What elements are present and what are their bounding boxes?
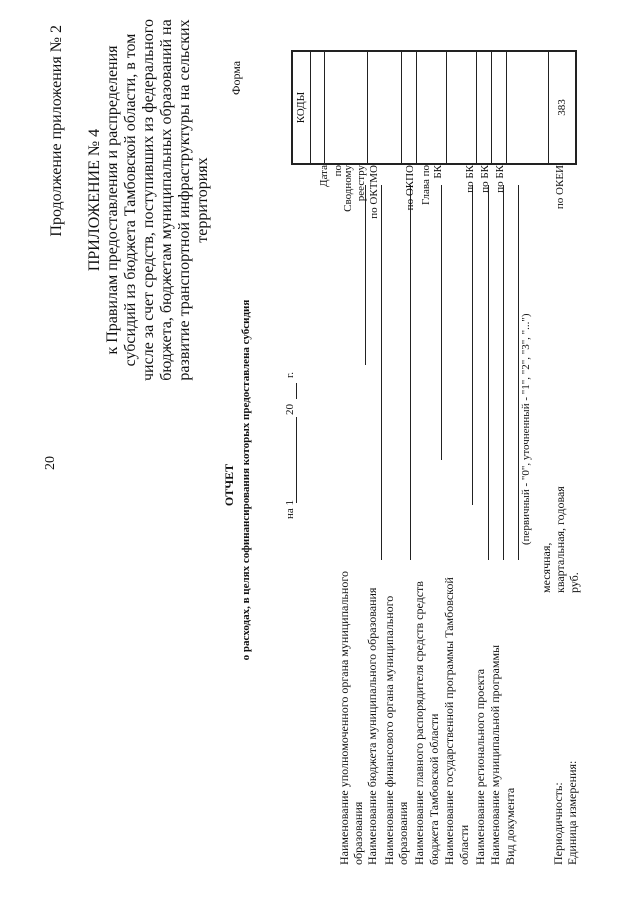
code-label-glava: Глава по: [420, 165, 432, 205]
form-label: Форма: [229, 60, 243, 95]
code-label-oktmo: по ОКТМО: [368, 165, 380, 219]
periodicity-label: Периодичность:: [551, 782, 565, 865]
codes-row-divider: [476, 50, 477, 165]
codes-row-divider: [310, 50, 311, 165]
codes-row-divider: [367, 50, 368, 165]
date-suffix: г.: [284, 371, 296, 378]
okei-value: 383: [556, 99, 568, 116]
field-label: Наименование регионального проекта: [473, 668, 487, 865]
field-label: Наименование муниципальной программы: [488, 644, 502, 865]
code-label-date: Сводному: [342, 165, 354, 212]
unit-value: руб.: [567, 572, 581, 593]
year-underline: [296, 383, 297, 399]
report-subtitle: о расходах, в целях софинансирования которых предоставлена субсидия: [240, 299, 252, 661]
field-label: Наименование финансового органа муниципального: [382, 595, 396, 865]
field-input-line[interactable]: [381, 185, 382, 560]
codes-row-divider: [324, 50, 325, 165]
code-label-bk: по БК: [464, 165, 476, 193]
field-label: Наименование главного распорядителя средств средств: [412, 581, 426, 865]
codes-row-divider: [401, 50, 402, 165]
codes-row-divider: [416, 50, 417, 165]
code-label-glava: БК: [432, 165, 444, 179]
doc-type-hint: (первичный - "0", уточненный - "1", "2", "3", "..."): [520, 313, 532, 545]
code-label-okpo: по ОКПО: [404, 165, 416, 211]
field-label: Наименование уполномоченного органа муниципального: [337, 571, 351, 865]
periodicity-value-2: квартальная, годовая: [553, 486, 567, 593]
code-label-date: Дата: [318, 165, 330, 187]
appendix-line: бюджета, бюджетам муниципальных образований на: [158, 19, 175, 381]
field-input-line[interactable]: [518, 185, 519, 560]
codes-header: КОДЫ: [295, 91, 307, 124]
code-label-date: по: [332, 165, 344, 177]
codes-row-divider: [506, 50, 507, 165]
codes-row-divider: [446, 50, 447, 165]
field-label: образования: [396, 801, 410, 865]
report-title: ОТЧЕТ: [222, 463, 236, 507]
continuation-note: Продолжение приложения № 2: [48, 25, 65, 237]
appendix-line: числе за счет средств, поступивших из федерального: [140, 19, 157, 381]
appendix-line: к Правилам предоставления и распределения: [104, 45, 121, 355]
appendix-line: субсидий из бюджета Тамбовской области, в том: [122, 33, 139, 367]
periodicity-value: месячная,: [539, 542, 553, 593]
code-label-okei: по ОКЕИ: [554, 165, 566, 210]
unit-label: Единица измерения:: [565, 760, 579, 865]
field-label: Наименование бюджета муниципального образования: [365, 587, 379, 865]
field-label: Вид документа: [503, 787, 517, 865]
code-label-bk: по БК: [494, 165, 506, 193]
appendix-line: развитие транспортной инфраструктуры на сельских: [176, 19, 193, 381]
codes-table: [291, 50, 577, 165]
code-label-bk: по БК: [479, 165, 491, 193]
code-label-date: реестру: [355, 165, 367, 202]
page-number: 20: [43, 456, 58, 470]
codes-row-divider: [548, 50, 549, 165]
appendix-title: ПРИЛОЖЕНИЕ № 4: [86, 128, 103, 272]
date-prefix: на 1: [284, 499, 296, 519]
field-label: бюджета Тамбовской области: [427, 713, 441, 865]
field-label: области: [457, 824, 471, 865]
field-label: Наименование государственной программы Тамбовской: [442, 577, 456, 865]
codes-row-divider: [491, 50, 492, 165]
date-year: 20: [284, 404, 296, 415]
date-underline: [296, 417, 297, 503]
field-label: образования: [351, 801, 365, 865]
appendix-line: территориях: [194, 157, 211, 243]
